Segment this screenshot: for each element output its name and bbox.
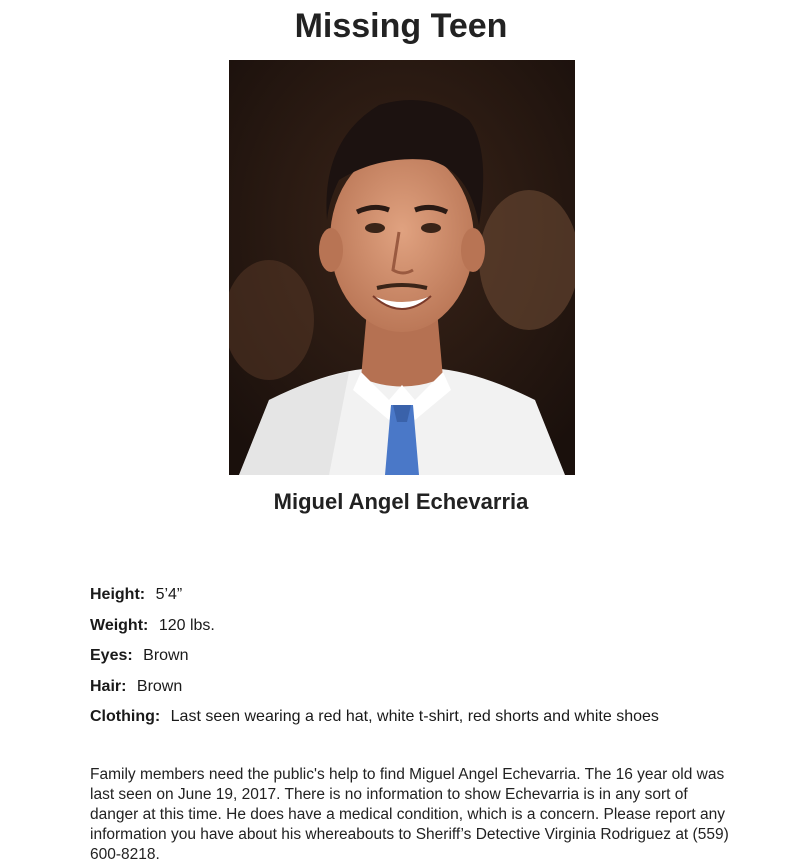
detail-value: Last seen wearing a red hat, white t-shirt, red shorts and white shoes (170, 708, 659, 725)
detail-value: 120 lbs. (158, 616, 215, 634)
detail-eyes (90, 641, 750, 672)
detail-weight (90, 611, 750, 642)
detail-clothing (90, 702, 750, 733)
description-paragraph: Family members need the public's help to find Miguel Angel Echevarria. The 16 year old was last seen on June 19, 2017. There is no information to show Echevarria is in any sort of danger at this time. He does have a medical condition, which is a concern. Please report any information you have about his whereabouts to Sheriff’s Detective Virginia Rodriguez at (559) 600-8218. (90, 766, 729, 863)
detail-value: Brown (143, 647, 189, 664)
detail-value: 5’4” (155, 586, 183, 603)
detail-label: Clothing: (90, 708, 161, 725)
details-list (90, 580, 750, 733)
detail-hair (90, 672, 750, 703)
person-photo-icon (229, 60, 575, 475)
detail-label: Weight: (90, 616, 149, 634)
missing-person-photo (229, 60, 575, 475)
detail-label: Hair: (90, 677, 127, 695)
detail-label: Height: (90, 586, 146, 603)
missing-person-name: Miguel Angel Echevarria (273, 489, 529, 514)
page-title: Missing Teen (294, 7, 508, 45)
detail-height (90, 580, 750, 611)
detail-label: Eyes: (90, 647, 133, 664)
detail-value: Brown (136, 677, 183, 695)
